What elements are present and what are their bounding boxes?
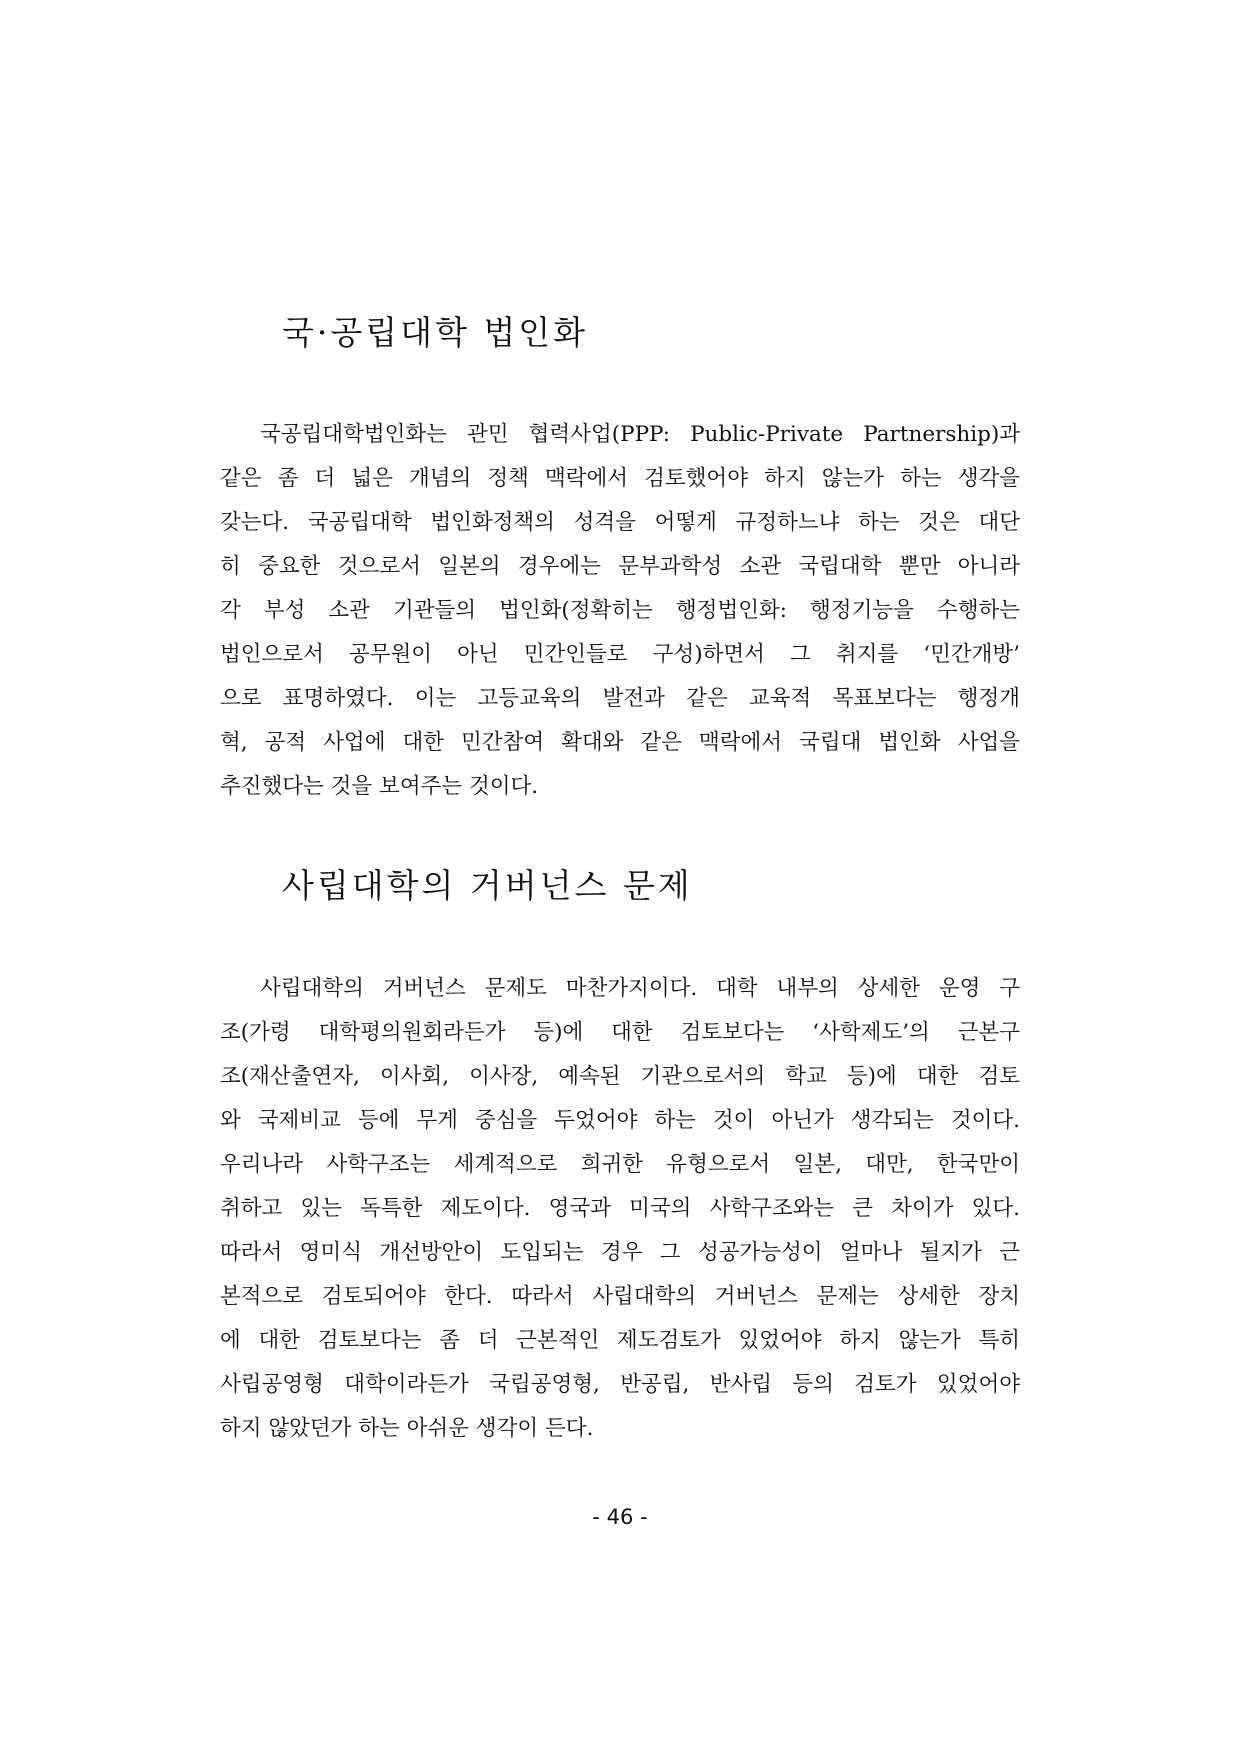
page-number: - 46 - [592,1505,648,1529]
paragraph-line: 각 부성 소관 기관들의 법인화(정확히는 행정법인화: 행정기능을 수행하는 [220,598,1020,623]
paragraph-line: 조(가령 대학평의원회라든가 등)에 대한 검토보다는 ‘사학제도’의 근본구 [220,1020,1020,1045]
paragraph-line: 으로 표명하였다. 이는 고등교육의 발전과 같은 교육적 목표보다는 행정개 [220,686,1020,711]
paragraph-line: 하지 않았던가 하는 아쉬운 생각이 든다. [220,1416,594,1441]
section-heading-national-university-incorporation: 국·공립대학 법인화 [282,313,589,352]
paragraph-line: 법인으로서 공무원이 아닌 민간인들로 구성)하면서 그 취지를 ‘민간개방’ [220,642,1020,667]
section-paragraph-national-university-incorporation [220,413,1020,809]
section-paragraph-private-university-governance [220,967,1020,1451]
paragraph-line: 따라서 영미식 개선방안이 도입되는 경우 그 성공가능성이 얼마나 될지가 근 [220,1240,1020,1265]
paragraph-line: 추진했다는 것을 보여주는 것이다. [220,774,539,799]
paragraph-line: 혁, 공적 사업에 대한 민간참여 확대와 같은 맥락에서 국립대 법인화 사업을 [220,730,1020,755]
paragraph-line: 에 대한 검토보다는 좀 더 근본적인 제도검토가 있었어야 하지 않는가 특히 [220,1328,1020,1353]
paragraph-line: 국공립대학법인화는 관민 협력사업(PPP: Public-Private Partnership)과 [260,422,1020,447]
section-heading-private-university-governance: 사립대학의 거버넌스 문제 [282,866,693,905]
paragraph-line: 우리나라 사학구조는 세계적으로 희귀한 유형으로서 일본, 대만, 한국만이 [220,1152,1020,1177]
paragraph-line: 취하고 있는 독특한 제도이다. 영국과 미국의 사학구조와는 큰 차이가 있다. [220,1196,1020,1221]
paragraph-line: 사립대학의 거버넌스 문제도 마찬가지이다. 대학 내부의 상세한 운영 구 [260,976,1020,1001]
paragraph-line: 사립공영형 대학이라든가 국립공영형, 반공립, 반사립 등의 검토가 있었어야 [220,1372,1020,1397]
paragraph-line: 와 국제비교 등에 무게 중심을 두었어야 하는 것이 아닌가 생각되는 것이다. [220,1108,1020,1133]
paragraph-line: 조(재산출연자, 이사회, 이사장, 예속된 기관으로서의 학교 등)에 대한 검토 [220,1064,1020,1089]
paragraph-line: 갖는다. 국공립대학 법인화정책의 성격을 어떻게 규정하느냐 하는 것은 대단 [220,510,1020,535]
paragraph-line: 같은 좀 더 넓은 개념의 정책 맥락에서 검토했어야 하지 않는가 하는 생각을 [220,466,1020,491]
paragraph-line: 본적으로 검토되어야 한다. 따라서 사립대학의 거버넌스 문제는 상세한 장치 [220,1284,1020,1309]
paragraph-line: 히 중요한 것으로서 일본의 경우에는 문부과학성 소관 국립대학 뿐만 아니라 [220,554,1020,579]
